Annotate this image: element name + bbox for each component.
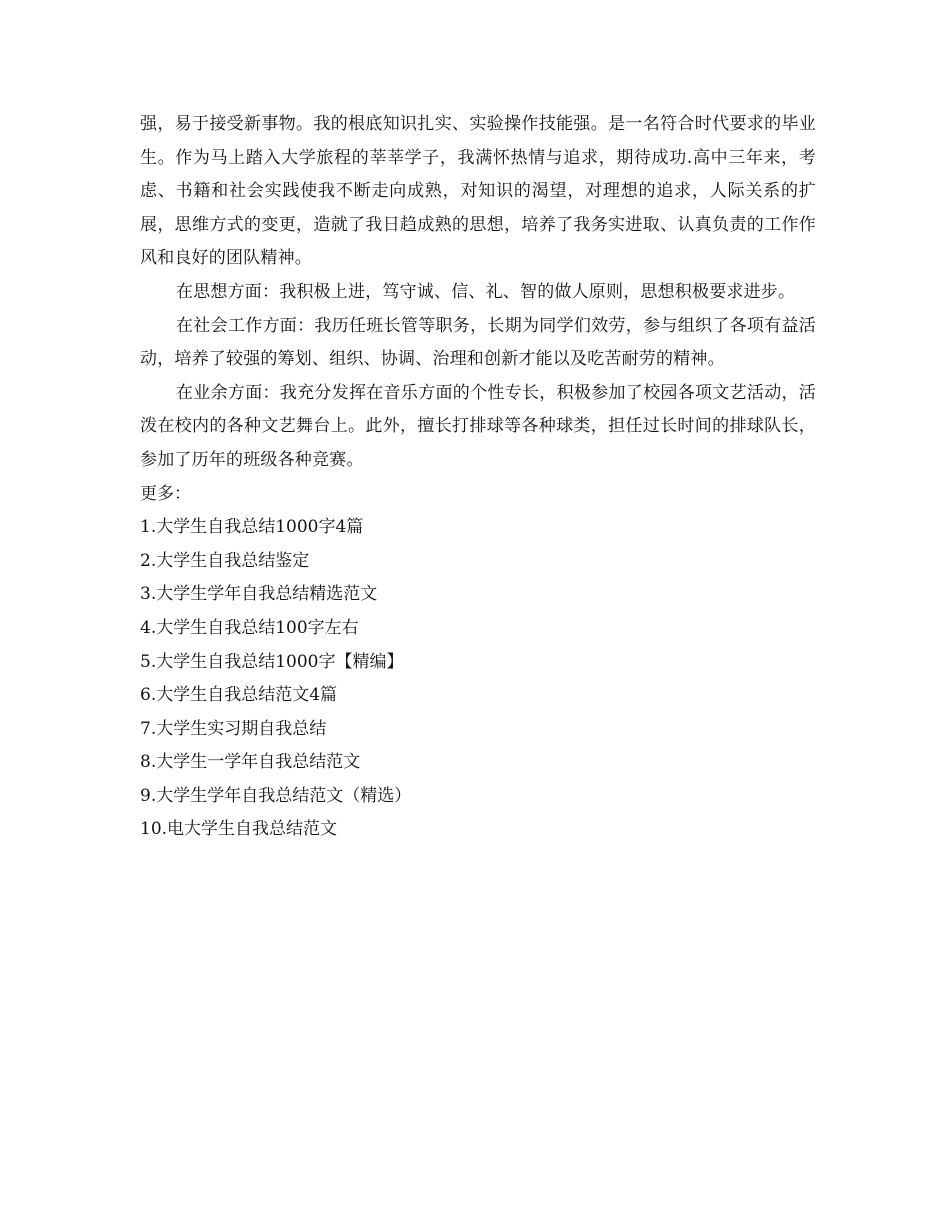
document-page [140, 108, 816, 847]
paragraph-intro: 强，易于接受新事物。我的根底知识扎实、实验操作技能强。是一名符合时代要求的毕业生。作为马上踏入大学旅程的莘莘学子，我满怀热情与追求，期待成功.高中三年来，考虑、书籍和社会实践使我不断走向成熟，对知识的渴望，对理想的追求，人际关系的扩展，思维方式的变更，造就了我日趋成熟的思想，培养了我务实进取、认真负责的工作作风和良好的团队精神。 [140, 114, 816, 269]
related-link-4[interactable]: 4.大学生自我总结100字左右 [140, 617, 359, 638]
related-link-8[interactable]: 8.大学生一学年自我总结范文 [140, 752, 361, 773]
more-label: 更多： [140, 483, 191, 504]
related-link-2[interactable]: 2.大学生自我总结鉴定 [140, 550, 310, 571]
related-link-3[interactable]: 3.大学生学年自我总结精选范文 [140, 584, 378, 605]
paragraph-social-work: 在社会工作方面：我历任班长管等职务，长期为同学们效劳，参与组织了各项有益活动，培养了较强的筹划、组织、协调、治理和创新才能以及吃苦耐劳的精神。 [140, 315, 816, 370]
related-link-6[interactable]: 6.大学生自我总结范文4篇 [140, 685, 338, 706]
paragraph-thought: 在思想方面：我积极上进，笃守诚、信、礼、智的做人原则，思想积极要求进步。 [176, 281, 796, 302]
related-link-1[interactable]: 1.大学生自我总结1000字4篇 [140, 517, 364, 538]
related-link-7[interactable]: 7.大学生实习期自我总结 [140, 718, 327, 739]
related-link-9[interactable]: 9.大学生学年自我总结范文（精选） [140, 785, 412, 806]
related-link-10[interactable]: 10.电大学生自我总结范文 [140, 819, 338, 840]
related-link-5[interactable]: 5.大学生自我总结1000字【精编】 [140, 651, 404, 672]
paragraph-leisure: 在业余方面：我充分发挥在音乐方面的个性专长，积极参加了校园各项文艺活动，活泼在校内的各种文艺舞台上。此外，擅长打排球等各种球类，担任过长时间的排球队长，参加了历年的班级各种竞赛。 [140, 382, 816, 470]
related-links-list [140, 511, 816, 847]
